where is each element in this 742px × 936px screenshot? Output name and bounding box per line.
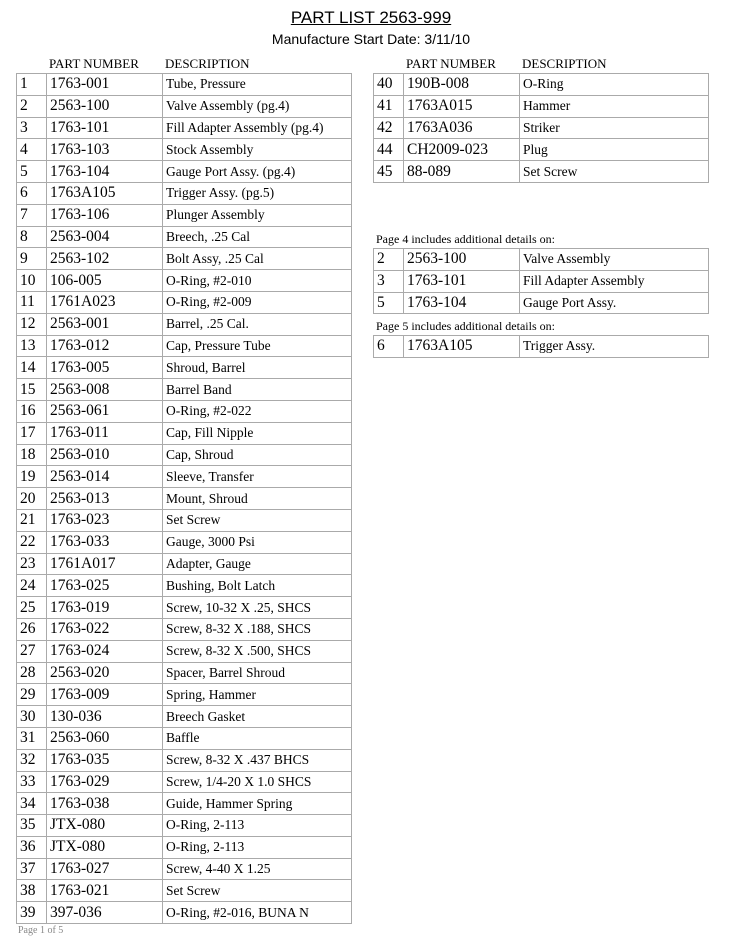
description-cell: O-Ring, #2-022 <box>163 400 352 422</box>
table-row <box>17 291 352 313</box>
part-number-cell: 1763-012 <box>47 335 163 357</box>
item-number-cell: 15 <box>17 379 47 401</box>
part-number-cell: 1763-029 <box>47 771 163 793</box>
description-cell: Set Screw <box>163 880 352 902</box>
right-header-part-number: PART NUMBER <box>406 56 496 71</box>
table-row <box>17 204 352 226</box>
description-cell: Trigger Assy. <box>520 336 709 358</box>
table-row <box>17 74 352 96</box>
manufacture-start-date: Manufacture Start Date: 3/11/10 <box>271 31 471 47</box>
table-row <box>17 880 352 902</box>
part-number-cell: 88-089 <box>404 161 520 183</box>
item-number-cell: 10 <box>17 270 47 292</box>
table-row <box>17 95 352 117</box>
description-cell: Bushing, Bolt Latch <box>163 575 352 597</box>
item-number-cell: 25 <box>17 597 47 619</box>
part-number-cell: CH2009-023 <box>404 139 520 161</box>
part-number-cell: 1763-011 <box>47 422 163 444</box>
table-row <box>374 161 709 183</box>
part-number-cell: 1763-104 <box>404 292 520 314</box>
table-row <box>17 488 352 510</box>
description-cell: Gauge Port Assy. (pg.4) <box>163 161 352 183</box>
table-row <box>374 336 709 358</box>
table-row <box>17 379 352 401</box>
table-row <box>17 727 352 749</box>
page4-note: Page 4 includes additional details on: <box>376 232 555 246</box>
part-number-cell: 1763-019 <box>47 597 163 619</box>
item-number-cell: 11 <box>17 291 47 313</box>
item-number-cell: 24 <box>17 575 47 597</box>
page5-note: Page 5 includes additional details on: <box>376 319 555 333</box>
part-number-cell: 1763-025 <box>47 575 163 597</box>
item-number-cell: 14 <box>17 357 47 379</box>
part-number-cell: 1763-106 <box>47 204 163 226</box>
item-number-cell: 45 <box>374 161 404 183</box>
description-cell: O-Ring <box>520 74 709 96</box>
description-cell: Mount, Shroud <box>163 488 352 510</box>
part-number-cell: 1763-005 <box>47 357 163 379</box>
part-number-cell: 1763-001 <box>47 74 163 96</box>
item-number-cell: 37 <box>17 858 47 880</box>
part-number-cell: 1763-035 <box>47 749 163 771</box>
item-number-cell: 4 <box>17 139 47 161</box>
description-cell: Screw, 4-40 X 1.25 <box>163 858 352 880</box>
table-row <box>374 74 709 96</box>
part-number-cell: 1763-027 <box>47 858 163 880</box>
table-row <box>17 531 352 553</box>
table-row <box>17 357 352 379</box>
description-cell: Bolt Assy, .25 Cal <box>163 248 352 270</box>
description-cell: Gauge, 3000 Psi <box>163 531 352 553</box>
page5-details-table <box>373 335 709 358</box>
part-number-cell: 1761A023 <box>47 291 163 313</box>
table-row <box>17 771 352 793</box>
description-cell: O-Ring, 2-113 <box>163 836 352 858</box>
table-row <box>17 313 352 335</box>
table-row <box>374 117 709 139</box>
item-number-cell: 30 <box>17 706 47 728</box>
part-number-cell: 1763A105 <box>404 336 520 358</box>
table-row <box>17 444 352 466</box>
table-row <box>17 662 352 684</box>
table-row <box>374 249 709 271</box>
description-cell: Valve Assembly (pg.4) <box>163 95 352 117</box>
item-number-cell: 2 <box>17 95 47 117</box>
description-cell: Fill Adapter Assembly <box>520 270 709 292</box>
item-number-cell: 1 <box>17 74 47 96</box>
item-number-cell: 20 <box>17 488 47 510</box>
item-number-cell: 40 <box>374 74 404 96</box>
description-cell: Tube, Pressure <box>163 74 352 96</box>
item-number-cell: 34 <box>17 793 47 815</box>
description-cell: Stock Assembly <box>163 139 352 161</box>
table-row <box>17 400 352 422</box>
item-number-cell: 17 <box>17 422 47 444</box>
item-number-cell: 39 <box>17 902 47 924</box>
description-cell: Cap, Shroud <box>163 444 352 466</box>
part-number-cell: 2563-100 <box>404 249 520 271</box>
description-cell: O-Ring, #2-016, BUNA N <box>163 902 352 924</box>
description-cell: Fill Adapter Assembly (pg.4) <box>163 117 352 139</box>
description-cell: O-Ring, #2-009 <box>163 291 352 313</box>
table-row <box>17 902 352 924</box>
part-number-cell: 1763A036 <box>404 117 520 139</box>
table-row <box>17 749 352 771</box>
part-number-cell: 2563-020 <box>47 662 163 684</box>
description-cell: Trigger Assy. (pg.5) <box>163 182 352 204</box>
table-row <box>17 270 352 292</box>
item-number-cell: 36 <box>17 836 47 858</box>
right-header-description: DESCRIPTION <box>522 56 607 71</box>
item-number-cell: 9 <box>17 248 47 270</box>
part-number-cell: 2563-060 <box>47 727 163 749</box>
description-cell: Screw, 10-32 X .25, SHCS <box>163 597 352 619</box>
item-number-cell: 32 <box>17 749 47 771</box>
table-row <box>17 509 352 531</box>
description-cell: Cap, Fill Nipple <box>163 422 352 444</box>
table-row <box>17 553 352 575</box>
part-number-cell: 1763A015 <box>404 95 520 117</box>
description-cell: Striker <box>520 117 709 139</box>
table-row <box>17 466 352 488</box>
table-row <box>17 793 352 815</box>
table-row <box>17 815 352 837</box>
table-row <box>17 640 352 662</box>
part-number-cell: 1763A105 <box>47 182 163 204</box>
table-row <box>17 858 352 880</box>
description-cell: Barrel, .25 Cal. <box>163 313 352 335</box>
item-number-cell: 7 <box>17 204 47 226</box>
part-number-cell: 190B-008 <box>404 74 520 96</box>
part-number-cell: 1763-103 <box>47 139 163 161</box>
part-number-cell: 1763-022 <box>47 618 163 640</box>
table-row <box>17 335 352 357</box>
page-title: PART LIST 2563-999 <box>290 8 452 27</box>
description-cell: Adapter, Gauge <box>163 553 352 575</box>
page4-details-table <box>373 248 709 314</box>
part-number-cell: 1763-024 <box>47 640 163 662</box>
page-footer: Page 1 of 5 <box>18 925 64 936</box>
part-number-cell: 1763-101 <box>47 117 163 139</box>
description-cell: Breech Gasket <box>163 706 352 728</box>
item-number-cell: 12 <box>17 313 47 335</box>
item-number-cell: 5 <box>17 161 47 183</box>
right-parts-table <box>373 73 709 183</box>
item-number-cell: 6 <box>374 336 404 358</box>
table-row <box>17 182 352 204</box>
table-row <box>17 161 352 183</box>
table-row <box>17 422 352 444</box>
description-cell: Plug <box>520 139 709 161</box>
part-number-cell: 1763-021 <box>47 880 163 902</box>
part-number-cell: 1763-038 <box>47 793 163 815</box>
description-cell: Screw, 8-32 X .188, SHCS <box>163 618 352 640</box>
description-cell: Plunger Assembly <box>163 204 352 226</box>
description-cell: Barrel Band <box>163 379 352 401</box>
left-header-part-number: PART NUMBER <box>49 56 139 71</box>
item-number-cell: 42 <box>374 117 404 139</box>
part-number-cell: 2563-004 <box>47 226 163 248</box>
table-row <box>17 226 352 248</box>
item-number-cell: 23 <box>17 553 47 575</box>
part-number-cell: JTX-080 <box>47 836 163 858</box>
description-cell: Spacer, Barrel Shroud <box>163 662 352 684</box>
part-number-cell: 1763-033 <box>47 531 163 553</box>
item-number-cell: 18 <box>17 444 47 466</box>
part-number-cell: 2563-014 <box>47 466 163 488</box>
item-number-cell: 2 <box>374 249 404 271</box>
item-number-cell: 13 <box>17 335 47 357</box>
part-number-cell: JTX-080 <box>47 815 163 837</box>
description-cell: Set Screw <box>520 161 709 183</box>
description-cell: Breech, .25 Cal <box>163 226 352 248</box>
part-number-cell: 106-005 <box>47 270 163 292</box>
item-number-cell: 16 <box>17 400 47 422</box>
part-number-cell: 397-036 <box>47 902 163 924</box>
description-cell: Screw, 8-32 X .500, SHCS <box>163 640 352 662</box>
table-row <box>374 95 709 117</box>
left-header-description: DESCRIPTION <box>165 56 250 71</box>
item-number-cell: 3 <box>17 117 47 139</box>
description-cell: Gauge Port Assy. <box>520 292 709 314</box>
part-number-cell: 2563-008 <box>47 379 163 401</box>
table-row <box>17 117 352 139</box>
item-number-cell: 22 <box>17 531 47 553</box>
table-row <box>374 139 709 161</box>
part-number-cell: 1761A017 <box>47 553 163 575</box>
item-number-cell: 26 <box>17 618 47 640</box>
item-number-cell: 28 <box>17 662 47 684</box>
description-cell: Guide, Hammer Spring <box>163 793 352 815</box>
item-number-cell: 31 <box>17 727 47 749</box>
part-number-cell: 2563-100 <box>47 95 163 117</box>
table-row <box>17 836 352 858</box>
item-number-cell: 5 <box>374 292 404 314</box>
part-number-cell: 1763-023 <box>47 509 163 531</box>
description-cell: Sleeve, Transfer <box>163 466 352 488</box>
item-number-cell: 33 <box>17 771 47 793</box>
table-row <box>17 684 352 706</box>
part-number-cell: 2563-001 <box>47 313 163 335</box>
part-number-cell: 2563-013 <box>47 488 163 510</box>
description-cell: Spring, Hammer <box>163 684 352 706</box>
description-cell: Hammer <box>520 95 709 117</box>
table-row <box>17 618 352 640</box>
item-number-cell: 21 <box>17 509 47 531</box>
table-row <box>17 248 352 270</box>
table-row <box>17 139 352 161</box>
part-number-cell: 2563-102 <box>47 248 163 270</box>
description-cell: Baffle <box>163 727 352 749</box>
item-number-cell: 3 <box>374 270 404 292</box>
item-number-cell: 29 <box>17 684 47 706</box>
item-number-cell: 41 <box>374 95 404 117</box>
description-cell: Valve Assembly <box>520 249 709 271</box>
part-number-cell: 2563-010 <box>47 444 163 466</box>
table-row <box>374 270 709 292</box>
item-number-cell: 38 <box>17 880 47 902</box>
part-number-cell: 1763-009 <box>47 684 163 706</box>
description-cell: O-Ring, 2-113 <box>163 815 352 837</box>
item-number-cell: 8 <box>17 226 47 248</box>
table-row <box>374 292 709 314</box>
item-number-cell: 19 <box>17 466 47 488</box>
part-number-cell: 130-036 <box>47 706 163 728</box>
item-number-cell: 35 <box>17 815 47 837</box>
table-row <box>17 575 352 597</box>
description-cell: Shroud, Barrel <box>163 357 352 379</box>
table-row <box>17 706 352 728</box>
left-parts-table <box>16 73 352 924</box>
part-number-cell: 2563-061 <box>47 400 163 422</box>
table-row <box>17 597 352 619</box>
item-number-cell: 44 <box>374 139 404 161</box>
description-cell: Set Screw <box>163 509 352 531</box>
part-number-cell: 1763-101 <box>404 270 520 292</box>
item-number-cell: 27 <box>17 640 47 662</box>
item-number-cell: 6 <box>17 182 47 204</box>
part-number-cell: 1763-104 <box>47 161 163 183</box>
description-cell: Cap, Pressure Tube <box>163 335 352 357</box>
description-cell: Screw, 1/4-20 X 1.0 SHCS <box>163 771 352 793</box>
description-cell: Screw, 8-32 X .437 BHCS <box>163 749 352 771</box>
description-cell: O-Ring, #2-010 <box>163 270 352 292</box>
